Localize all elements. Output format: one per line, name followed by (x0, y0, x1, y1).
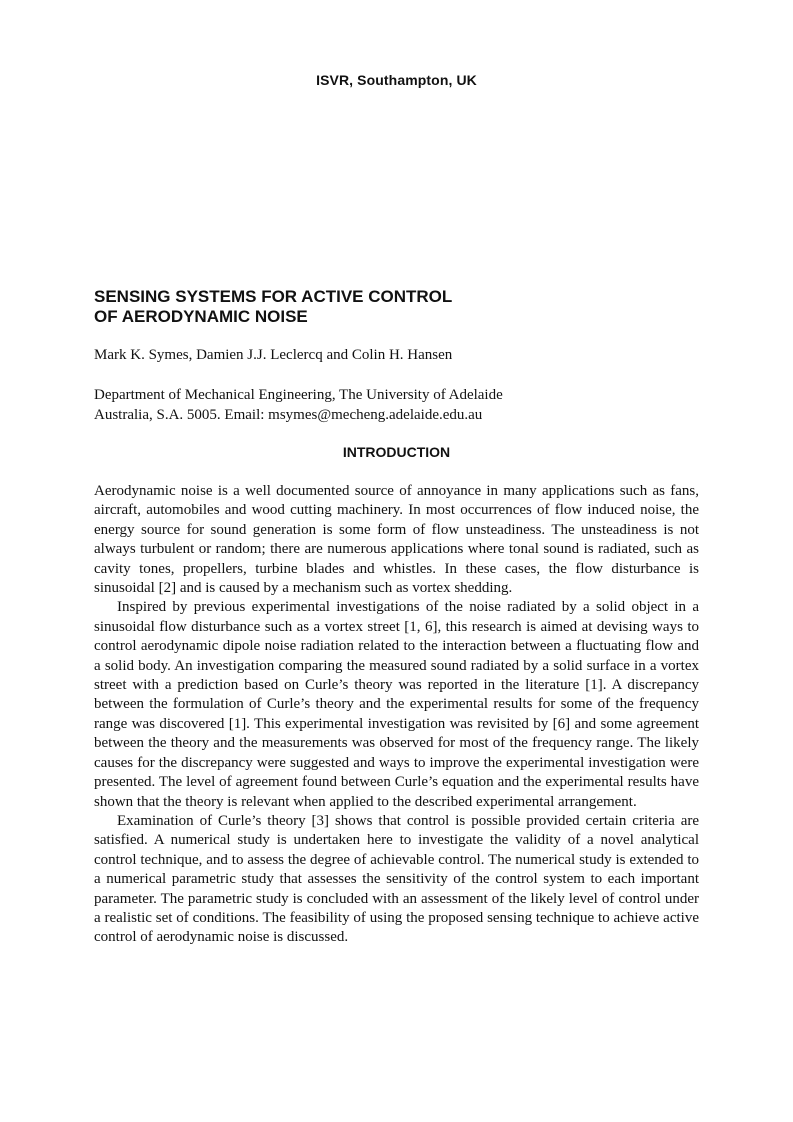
paragraph-2: Inspired by previous experimental investigations of the noise radiated by a solid object in a sinusoidal flow disturbance such as a vortex street [1, 6], this research is aimed at devising ways to control aerodynamic dipole noise radiation related to the interaction between a fluctuating flow and a solid body. An investigation comparing the measured sound radiated by a solid surface in a vortex street with a prediction based on Curle’s theory was reported in the literature [1]. A discrepancy between the formulation of Curle’s theory and the experimental results for some of the frequency range was discovered [1]. This experimental investigation was revisited by [6] and some agreement between the theory and the measurements was observed for most of the frequency range. The likely causes for the discrepancy were suggested and ways to improve the experimental investigation were presented. The level of agreement found between Curle’s equation and the experimental results have shown that the theory is relevant when applied to the described experimental arrangement. (94, 599, 699, 810)
conference-venue-header: ISVR, Southampton, UK (316, 72, 477, 88)
paper-title-line-1: SENSING SYSTEMS FOR ACTIVE CONTROL (94, 287, 453, 306)
paragraph-1: Aerodynamic noise is a well documented source of annoyance in many applications such as fans, aircraft, automobiles and wood cutting machinery. In most occurrences of flow induced noise, the energy source for sound generation is some form of flow unsteadiness. The unsteadiness is not always turbulent or random; there are numerous applications where tonal sound is radiated, such as cavity tones, propellers, turbine blades and whistles. In these cases, the flow disturbance is sinusoidal [2] and is caused by a mechanism such as vortex shedding. (94, 483, 699, 597)
introduction-body (94, 482, 699, 948)
paper-title-line-2: OF AERODYNAMIC NOISE (94, 307, 308, 326)
affiliation (94, 385, 503, 425)
author-list: Mark K. Symes, Damien J.J. Leclercq and Colin H. Hansen (94, 347, 453, 363)
affiliation-line-2: Australia, S.A. 5005. Email: msymes@mecheng.adelaide.edu.au (94, 407, 483, 423)
section-heading-introduction: INTRODUCTION (342, 444, 451, 460)
affiliation-line-1: Department of Mechanical Engineering, The University of Adelaide (94, 387, 503, 403)
paragraph-3: Examination of Curle’s theory [3] shows that control is possible provided certain criteria are satisfied. A numerical study is undertaken here to investigate the validity of a novel analytical control technique, and to assess the degree of achievable control. The numerical study is extended to a numerical parametric study that assesses the sensitivity of the control system to each important parameter. The parametric study is concluded with an assessment of the likely level of control under a realistic set of conditions. The feasibility of using the proposed sensing technique to achieve active control of aerodynamic noise is discussed. (94, 812, 699, 946)
paper-title (94, 287, 714, 327)
